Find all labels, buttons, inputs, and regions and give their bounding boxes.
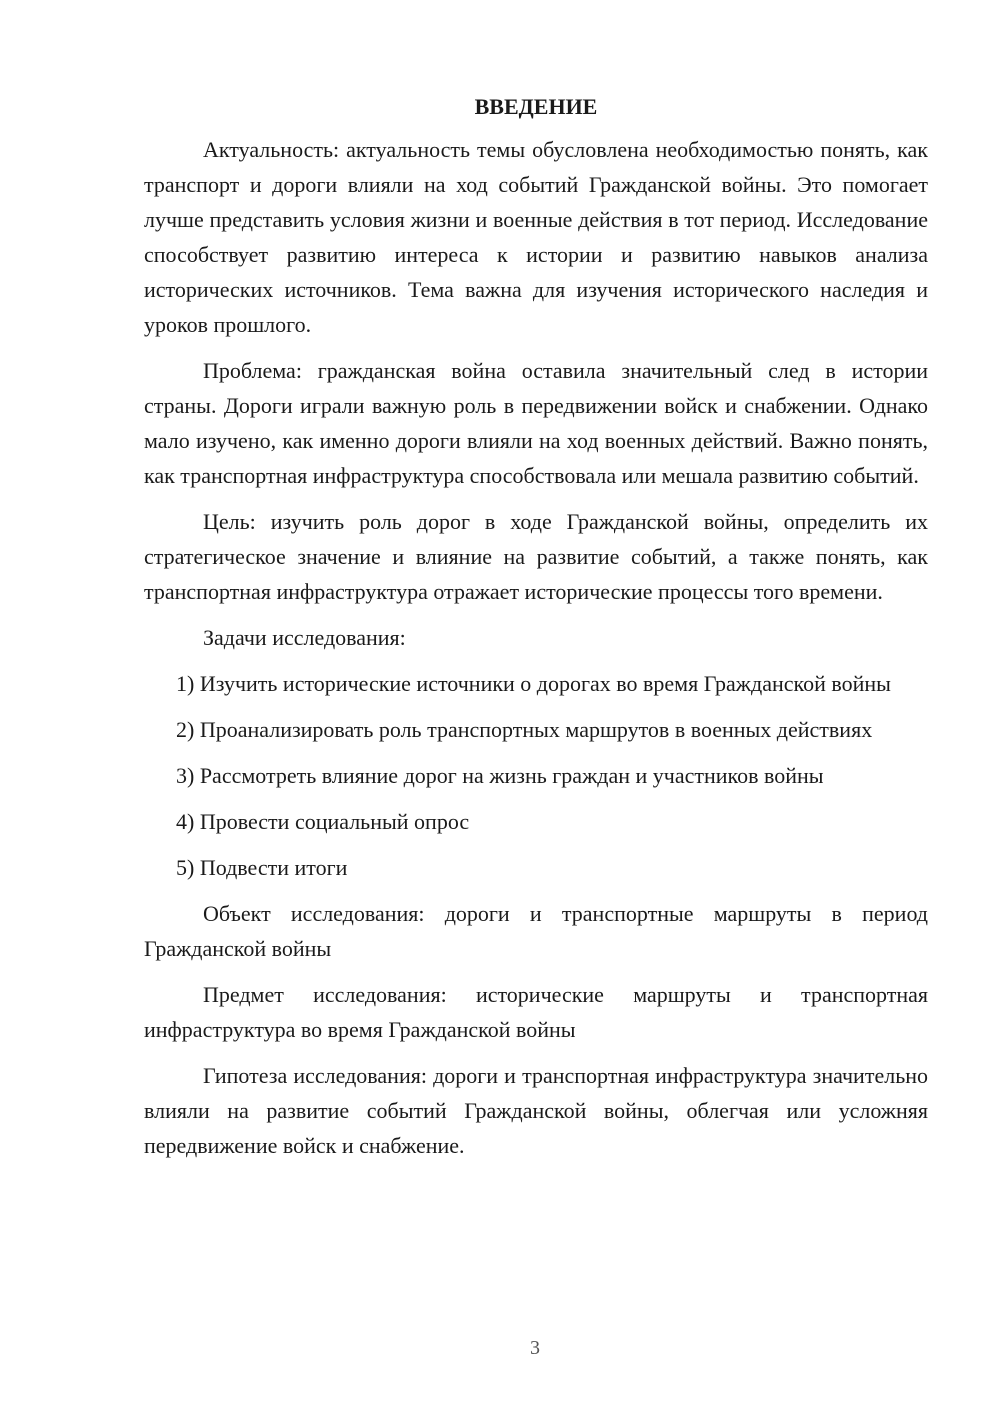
task-item-4: 4) Провести социальный опрос [176, 809, 470, 834]
subject-paragraph: Предмет исследования: исторические маршруты и транспортная инфраструктура во время Гражданской войны [144, 982, 928, 1042]
task-item-3: 3) Рассмотреть влияние дорог на жизнь граждан и участников войны [176, 763, 824, 788]
task-item-5: 5) Подвести итоги [176, 855, 348, 880]
task-item-1: 1) Изучить исторические источники о дорогах во время Гражданской войны [176, 671, 891, 696]
task-item-2: 2) Проанализировать роль транспортных маршрутов в военных действиях [176, 717, 873, 742]
page-number: 3 [530, 1337, 540, 1359]
problem-paragraph: Проблема: гражданская война оставила значительный след в истории страны. Дороги играли важную роль в передвижении войск и снабжении. Однако мало изучено, как именно дороги влияли на ход военных действий. Важно понять, как транспортная инфраструктура способствовала или мешала развитию событий. [144, 358, 928, 488]
relevance-paragraph: Актуальность: актуальность темы обусловлена необходимостью понять, как транспорт и дороги влияли на ход событий Гражданской войны. Это помогает лучше представить условия жизни и военные действия в тот период. Исследование способствует развитию интереса к истории и развитию навыков анализа исторических источников. Тема важна для изучения исторического наследия и уроков прошлого. [144, 137, 928, 337]
hypothesis-paragraph: Гипотеза исследования: дороги и транспортная инфраструктура значительно влияли на развитие событий Гражданской войны, облегчая или усложняя передвижение войск и снабжение. [144, 1063, 928, 1158]
tasks-heading: Задачи исследования: [203, 625, 406, 650]
section-heading: ВВЕДЕНИЕ [474, 94, 598, 119]
page-body [144, 92, 928, 1174]
object-paragraph: Объект исследования: дороги и транспортные маршруты в период Гражданской войны [144, 901, 928, 961]
goal-paragraph: Цель: изучить роль дорог в ходе Гражданской войны, определить их стратегическое значение и влияние на развитие событий, а также понять, как транспортная инфраструктура отражает исторические процессы того времени. [144, 509, 928, 604]
